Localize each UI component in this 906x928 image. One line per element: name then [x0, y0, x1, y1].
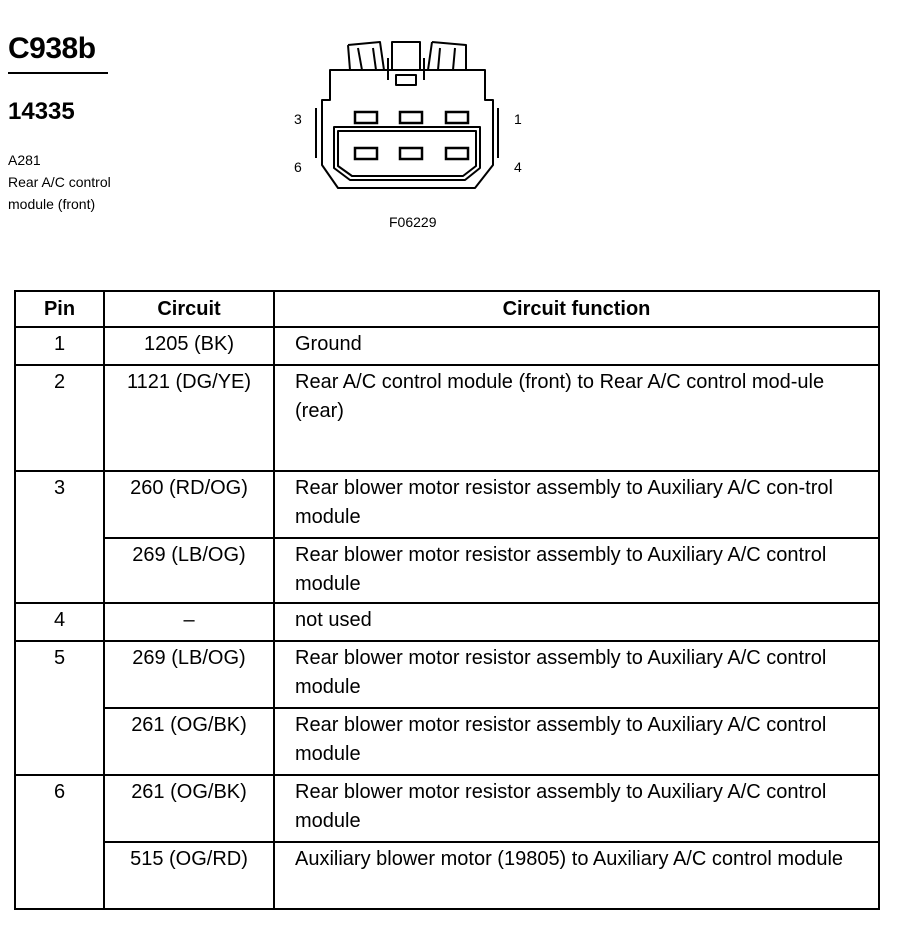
part-number: 14335	[8, 98, 75, 125]
table-header-row	[15, 291, 879, 327]
circuit-function: not used	[274, 603, 879, 641]
circuit-id: 1205 (BK)	[104, 327, 274, 365]
pinout-table	[14, 290, 880, 910]
module-name-line-2: module (front)	[8, 196, 96, 212]
pin-label-4: 4	[514, 159, 522, 175]
figure-code: F06229	[389, 214, 437, 230]
table-row	[15, 708, 879, 775]
pin-number: 2	[15, 365, 104, 471]
pin-label-3: 3	[294, 111, 302, 127]
circuit-function: Auxiliary blower motor (19805) to Auxiliary A/C control module	[274, 842, 879, 909]
pin-number: 6	[15, 775, 104, 909]
circuit-id: 515 (OG/RD)	[104, 842, 274, 909]
circuit-id: 1121 (DG/YE)	[104, 365, 274, 471]
circuit-function: Rear blower motor resistor assembly to Auxiliary A/C control module	[274, 775, 879, 842]
table-row	[15, 538, 879, 603]
table-row	[15, 327, 879, 365]
pin-number: 1	[15, 327, 104, 365]
connector-face-diagram	[280, 30, 540, 200]
circuit-id: 261 (OG/BK)	[104, 708, 274, 775]
circuit-id: 269 (LB/OG)	[104, 641, 274, 708]
table-row	[15, 775, 879, 842]
module-reference	[8, 149, 111, 215]
circuit-function: Rear blower motor resistor assembly to Auxiliary A/C control module	[274, 708, 879, 775]
table-row	[15, 365, 879, 471]
pin-number: 5	[15, 641, 104, 775]
circuit-id: –	[104, 603, 274, 641]
pin-column-header: Pin	[15, 291, 104, 327]
pin-label-6: 6	[294, 159, 302, 175]
circuit-id: 260 (RD/OG)	[104, 471, 274, 538]
circuit-function: Rear A/C control module (front) to Rear A/C control mod-ule (rear)	[274, 365, 879, 471]
module-name-line-1: Rear A/C control	[8, 174, 111, 190]
function-column-header: Circuit function	[274, 291, 879, 327]
circuit-id: 269 (LB/OG)	[104, 538, 274, 603]
connector-id: C938b	[8, 32, 96, 65]
table-row	[15, 471, 879, 538]
table-row	[15, 842, 879, 909]
pin-label-1: 1	[514, 111, 522, 127]
module-code: A281	[8, 152, 41, 168]
pin-number: 3	[15, 471, 104, 603]
circuit-function: Rear blower motor resistor assembly to Auxiliary A/C control module	[274, 538, 879, 603]
circuit-function: Rear blower motor resistor assembly to Auxiliary A/C control module	[274, 641, 879, 708]
table-row	[15, 603, 879, 641]
circuit-column-header: Circuit	[104, 291, 274, 327]
pin-number: 4	[15, 603, 104, 641]
circuit-function: Ground	[274, 327, 879, 365]
circuit-id: 261 (OG/BK)	[104, 775, 274, 842]
table-row	[15, 641, 879, 708]
connector-id-underline	[8, 72, 108, 74]
circuit-function: Rear blower motor resistor assembly to Auxiliary A/C con-trol module	[274, 471, 879, 538]
